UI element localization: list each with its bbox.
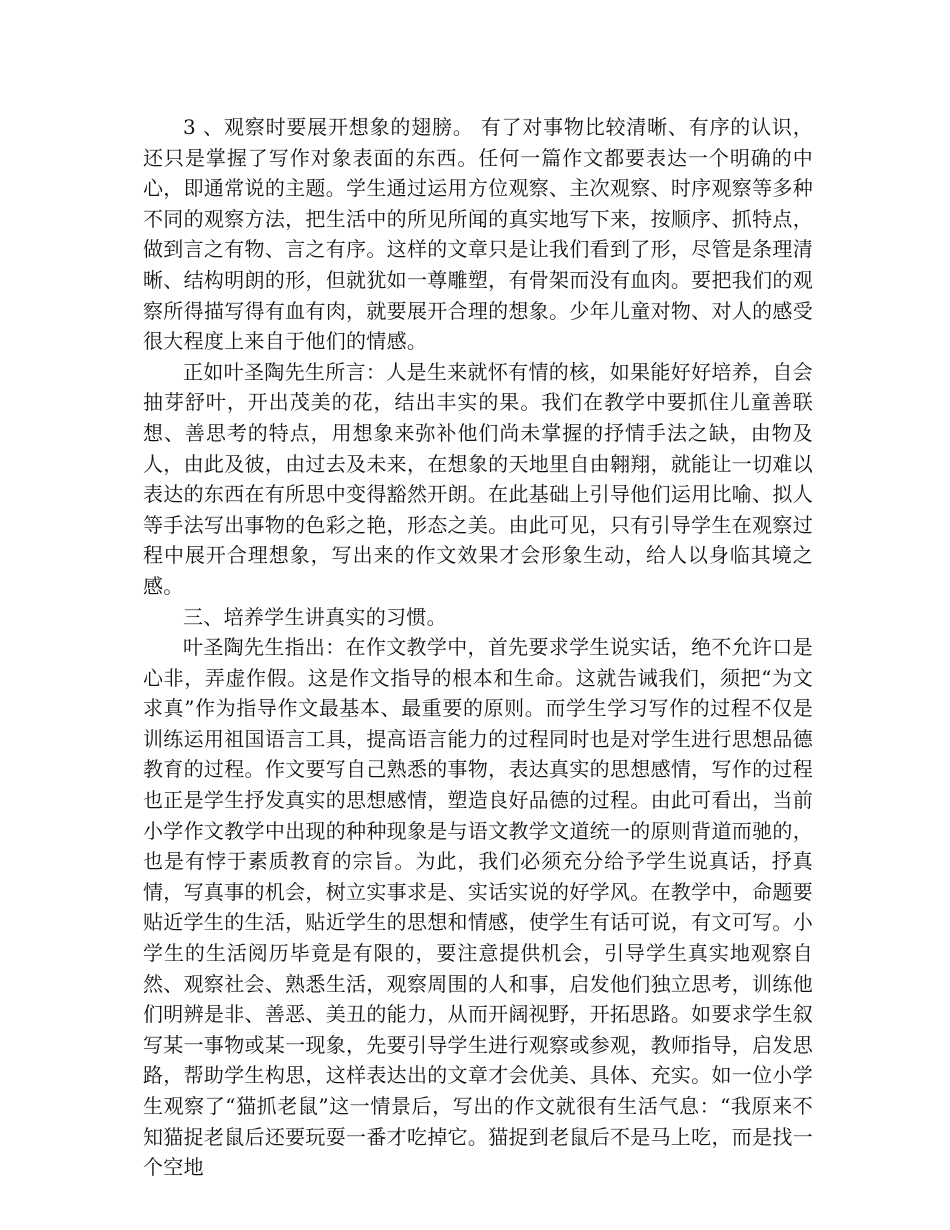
document-page [143,112,813,1183]
paragraph-ye-shengtao-quote: 正如叶圣陶先生所言：人是生来就怀有情的核，如果能好好培养，自会抽芽舒叶，开出茂美的花，结出丰实的果。我们在教学中要抓住儿童善联想、善思考的特点，用想象来弥补他们尚未掌握的抒情手法之缺，由物及人，由此及彼，由过去及未来，在想象的天地里自由翱翔，就能让一切难以表达的东西在有所思中变得豁然开朗。在此基础上引导他们运用比喻、拟人等手法写出事物的色彩之艳，形态之美。由此可见，只有引导学生在观察过程中展开合理想象，写出来的作文效果才会形象生动，给人以身临其境之感。 [143,359,813,598]
section-heading-truth: 三、培养学生讲真实的习惯。 [183,604,447,629]
paragraph-imagination: 3 、观察时要展开想象的翅膀。 有了对事物比较清晰、有序的认识，还只是掌握了写作对象表面的东西。任何一篇作文都要表达一个明确的中心，即通常说的主题。学生通过运用方位观察、主次观察、时序观察等多种不同的观察方法，把生活中的所见所闻的真实地写下来，按顺序、抓特点，做到言之有物、言之有序。这样的文章只是让我们看到了形，尽管是条理清晰、结构明朗的形，但就犹如一尊雕塑，有骨架而没有血肉。要把我们的观察所得描写得有血有肉，就要展开合理的想象。少年儿童对物、对人的感受很大程度上来自于他们的情感。 [143,115,813,354]
paragraph-truthful-writing: 叶圣陶先生指出：在作文教学中，首先要求学生说实话，绝不允许口是心非，弄虚作假。这是作文指导的根本和生命。这就告诫我们，须把“为文求真”作为指导作文最基本、最重要的原则。而学生学习写作的过程不仅是训练运用祖国语言工具，提高语言能力的过程同时也是对学生进行思想品德教育的过程。作文要写自己熟悉的事物，表达真实的思想感情，写作的过程也正是学生抒发真实的思想感情，塑造良好品德的过程。由此可看出，当前小学作文教学中出现的种种现象是与语文教学文道统一的原则背道而驰的，也是有悖于素质教育的宗旨。为此，我们必须充分给予学生说真话，抒真情，写真事的机会，树立实事求是、实话实说的好学风。在教学中，命题要贴近学生的生活，贴近学生的思想和情感，使学生有话可说，有文可写。小学生的生活阅历毕竟是有限的，要注意提供机会，引导学生真实地观察自然、观察社会、熟悉生活，观察周围的人和事，启发他们独立思考，训练他们明辨是非、善恶、美丑的能力，从而开阔视野，开拓思路。如要求学生叙写某一事物或某一现象，先要引导学生进行观察或参观，教师指导，启发思路，帮助学生构思，这样表达出的文章才会优美、具体、充实。如一位小学生观察了“猫抓老鼠”这一情景后，写出的作文就很有生活气息：“我原来不知猫捉老鼠后还要玩耍一番才吃掉它。猫捉到老鼠后不是马上吃，而是找一个空地 [143,635,813,1180]
